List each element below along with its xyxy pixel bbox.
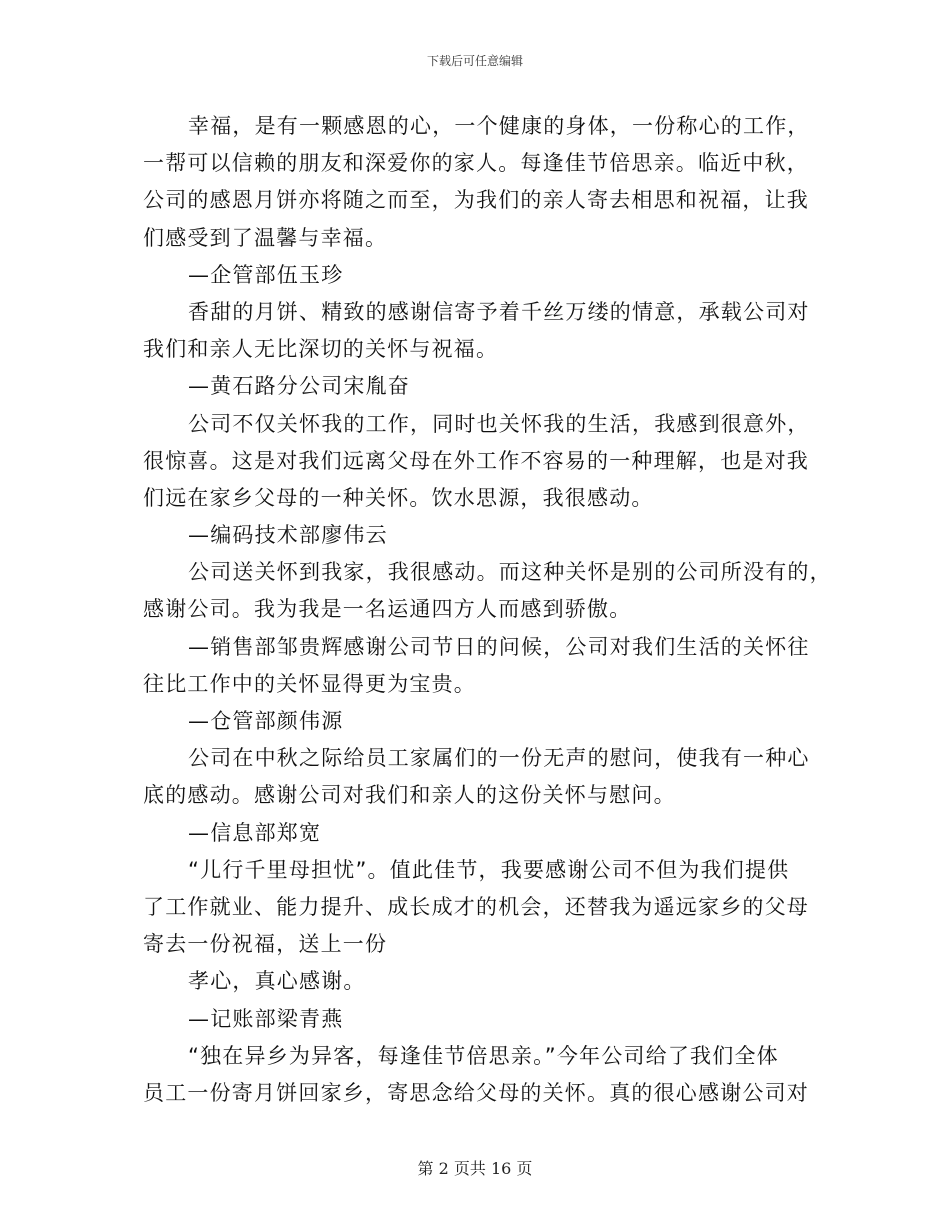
text-line: —记账部梁青燕 <box>188 1006 344 1031</box>
text-line: —编码技术部廖伟云 <box>188 523 388 548</box>
text-line: “儿行千里母担忧”。值此佳节，我要感谢公司不但为我们提供 <box>188 857 790 882</box>
page-footer: 第 2 页共 16 页 <box>417 1159 533 1178</box>
text-line: 公司送关怀到我家，我很感动。而这种关怀是别的公司所没有的， <box>188 560 832 585</box>
text-line: 香甜的月饼、精致的感谢信寄予着千丝万缕的情意，承载公司对 <box>188 299 810 324</box>
text-line: 了工作就业、能力提升、成长成才的机会，还替我为遥远家乡的父母 <box>143 894 809 919</box>
text-line: 很惊喜。这是对我们远离父母在外工作不容易的一种理解，也是对我 <box>143 448 809 473</box>
text-line: 们远在家乡父母的一种关怀。饮水思源，我很感动。 <box>143 485 654 510</box>
text-line: “独在异乡为异客，每逢佳节倍思亲。”今年公司给了我们全体 <box>188 1043 779 1068</box>
text-line: —销售部邹贵辉感谢公司节日的问候，公司对我们生活的关怀往 <box>188 634 810 659</box>
text-line: 员工一份寄月饼回家乡，寄思念给父母的关怀。真的很心感谢公司对 <box>143 1080 809 1105</box>
text-line: 我们和亲人无比深切的关怀与祝福。 <box>143 337 499 362</box>
text-line: 一帮可以信赖的朋友和深爱你的家人。每逢佳节倍思亲。临近中秋， <box>143 151 809 176</box>
text-line: 公司不仅关怀我的工作，同时也关怀我的生活，我感到很意外， <box>188 411 810 436</box>
text-line: —黄石路分公司宋胤奋 <box>188 374 410 399</box>
text-line: 感谢公司。我为我是一名运通四方人而感到骄傲。 <box>143 597 632 622</box>
text-line: —仓管部颜伟源 <box>188 709 344 733</box>
page-header: 下载后可任意编辑 <box>426 54 523 68</box>
text-line: 公司在中秋之际给员工家属们的一份无声的慰问，使我有一种心 <box>188 746 810 771</box>
text-line: 底的感动。感谢公司对我们和亲人的这份关怀与慰问。 <box>143 783 676 808</box>
text-line: 往比工作中的关怀显得更为宝贵。 <box>143 671 476 696</box>
text-line: 公司的感恩月饼亦将随之而至，为我们的亲人寄去相思和祝福，让我 <box>143 188 809 213</box>
text-line: —信息部郑宽 <box>188 820 322 845</box>
text-line: 寄去一份祝福，送上一份 <box>143 932 388 957</box>
text-line: 孝心，真心感谢。 <box>188 969 366 994</box>
text-line: 们感受到了温馨与幸福。 <box>143 225 388 250</box>
text-line: —企管部伍玉珍 <box>188 262 344 287</box>
document-body <box>143 108 832 1112</box>
text-line: 幸福，是有一颗感恩的心，一个健康的身体，一份称心的工作， <box>188 114 810 138</box>
